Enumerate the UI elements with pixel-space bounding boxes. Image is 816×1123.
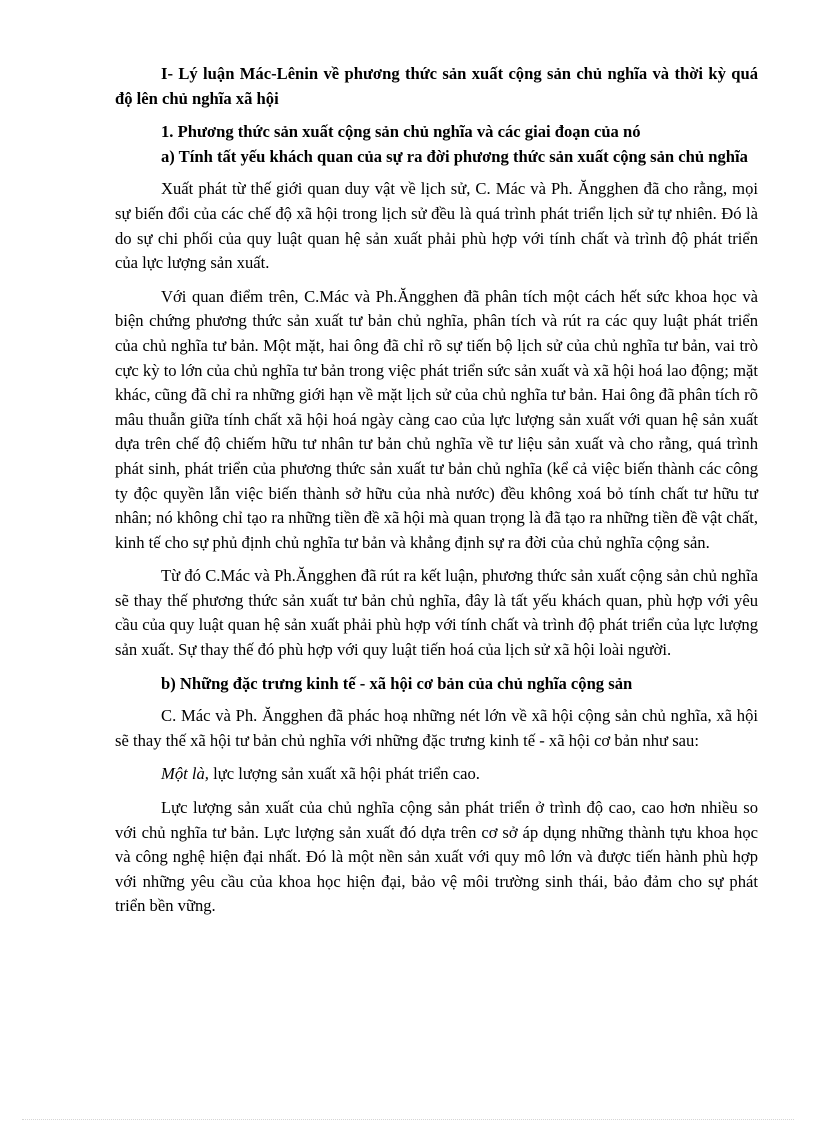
point-1-prefix: Một là, <box>161 764 209 784</box>
paragraph-5: Lực lượng sản xuất của chủ nghĩa cộng sản phát triển ở trình độ cao, cao hơn nhiều so với chủ nghĩa tư bản. Lực lượng sản xuất đó dựa trên cơ sở áp dụng những thành tựu khoa học và công nghệ hiện đại nhất. Đó là một nền sản xuất với quy mô lớn và được tiến hành phù hợp với những yêu cầu của khoa học hiện đại, bảo vệ môi trường sinh thái, bảo đảm cho sự phát triển bền vững. <box>115 798 758 916</box>
paragraph-4: C. Mác và Ph. Ăngghen đã phác hoạ những nét lớn về xã hội cộng sản chủ nghĩa, xã hội sẽ thay thế xã hội tư bản chủ nghĩa với những đặc trưng kinh tế - xã hội cơ bản như sau: <box>115 706 758 750</box>
paragraph-2: Với quan điểm trên, C.Mác và Ph.Ăngghen đã phân tích một cách hết sức khoa học và biện chứng phương thức sản xuất tư bản chủ nghĩa, phân tích và rút ra các quy luật phát triển của chủ nghĩa tư bản. Một mặt, hai ông đã chỉ rõ sự tiến bộ lịch sử của chủ nghĩa tư bản, vai trò cực kỳ to lớn của chủ nghĩa tư bản trong việc phát triển sức sản xuất và xã hội hoá lao động; mặt khác, cũng đã chỉ ra những giới hạn về mặt lịch sử của chủ nghĩa tư bản. Hai ông đã phân tích rõ mâu thuẫn giữa tính chất xã hội hoá ngày càng cao của lực lượng sản xuất với quan hệ sản xuất dựa trên chế độ chiếm hữu tư nhân tư bản chủ nghĩa về tư liệu sản xuất và cho rằng, quá trình phát sinh, phát triển của phương thức sản xuất tư bản chủ nghĩa (kể cả việc biến thành các công ty độc quyền lẫn việc biến thành sở hữu của nhà nước) đều không xoá bỏ tính chất tư hữu tư nhân; nó không chỉ tạo ra những tiền đề xã hội mà quan trọng là đã tạo ra những tiền đề vật chất, kinh tế cho sự phủ định chủ nghĩa tư bản và khẳng định sự ra đời của chủ nghĩa cộng sản. <box>115 286 758 552</box>
subsection-1-title: 1. Phương thức sản xuất cộng sản chủ nghĩa và các giai đoạn của nó <box>161 122 641 142</box>
section-title: I- Lý luận Mác-Lênin về phương thức sản xuất cộng sản chủ nghĩa và thời kỳ quá độ lên chủ nghĩa xã hội <box>115 64 758 108</box>
paragraph-3: Từ đó C.Mác và Ph.Ăngghen đã rút ra kết luận, phương thức sản xuất cộng sản chủ nghĩa sẽ thay thế phương thức sản xuất tư bản chủ nghĩa, đây là tất yếu khách quan, phù hợp với yêu cầu của quy luật quan hệ sản xuất phải phù hợp với tính chất và trình độ phát triển của lực lượng sản xuất. Sự thay thế đó phù hợp với quy luật tiến hoá của lịch sử xã hội loài người. <box>115 566 758 660</box>
page-bottom-divider <box>22 1119 794 1120</box>
document-page <box>115 62 758 919</box>
point-1 <box>115 762 758 787</box>
paragraph-1: Xuất phát từ thế giới quan duy vật về lịch sử, C. Mác và Ph. Ăngghen đã cho rằng, mọi sự biến đổi của các chế độ xã hội trong lịch sử đều là quá trình phát triển lịch sử tự nhiên. Đó là do sự chi phối của quy luật quan hệ sản xuất phải phù hợp với tính chất và trình độ phát triển của lực lượng sản xuất. <box>115 179 758 273</box>
point-1-text: lực lượng sản xuất xã hội phát triển cao. <box>208 764 480 784</box>
subsection-a-title: a) Tính tất yếu khách quan của sự ra đời phương thức sản xuất cộng sản chủ nghĩa <box>161 146 748 166</box>
subsection-b-title: b) Những đặc trưng kinh tế - xã hội cơ bản của chủ nghĩa cộng sản <box>161 673 633 693</box>
